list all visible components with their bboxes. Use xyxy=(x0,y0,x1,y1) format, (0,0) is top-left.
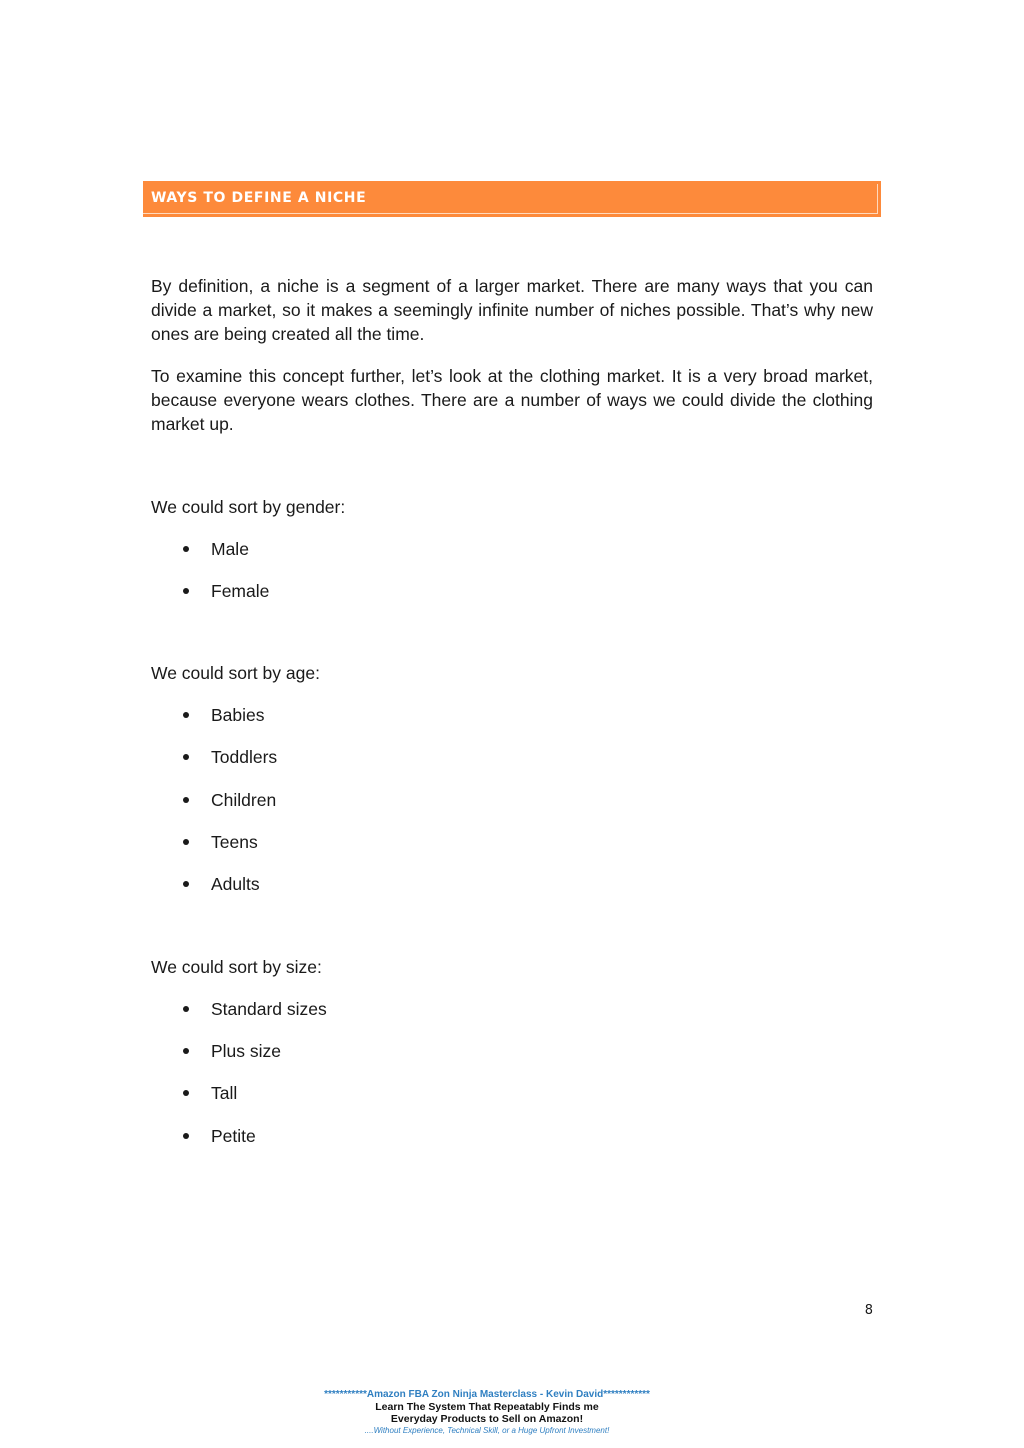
bullet-icon xyxy=(183,546,189,552)
list-item-text: Standard sizes xyxy=(211,999,327,1019)
bullet-icon xyxy=(183,1006,189,1012)
list-item-text: Female xyxy=(211,581,270,601)
bullet-icon xyxy=(183,881,189,887)
section-heading: WAYS TO DEFINE A NICHE xyxy=(151,190,367,206)
bullet-icon xyxy=(183,839,189,845)
list-lead-size: We could sort by size: xyxy=(151,957,322,977)
list-item-text: Tall xyxy=(211,1083,238,1103)
bullet-icon xyxy=(183,797,189,803)
list-item-text: Petite xyxy=(211,1126,256,1146)
list-item-text: Toddlers xyxy=(211,747,278,767)
bullet-icon xyxy=(183,588,189,594)
body-paragraph-1: By definition, a niche is a segment of a larger market. There are many ways that you can divide a market, so it makes a seemingly infinite number of niches possible. That’s why new ones are being created all the time. xyxy=(151,276,873,344)
list-item-text: Children xyxy=(211,790,277,810)
section-heading-bar xyxy=(143,181,881,217)
footer-tagline-2: Everyday Products to Sell on Amazon! xyxy=(390,1413,584,1425)
bullet-icon xyxy=(183,1048,189,1054)
list-item-text: Plus size xyxy=(211,1041,282,1061)
footer-tagline-1: Learn The System That Repeatably Finds me xyxy=(375,1401,599,1413)
bullet-icon xyxy=(183,1133,189,1139)
body-paragraph-2: To examine this concept further, let’s look at the clothing market. It is a very broad market, because everyone wears clothes. There are a number of ways we could divide the clothing market up. xyxy=(151,366,873,434)
bullet-icon xyxy=(183,754,189,760)
footer-banner xyxy=(262,1389,712,1437)
footer-title: ***********Amazon FBA Zon Ninja Masterclass - Kevin David************ xyxy=(324,1389,650,1400)
bullet-icon xyxy=(183,1090,189,1096)
bullet-icon xyxy=(183,712,189,718)
footer-subtext: ....Without Experience, Technical Skill, or a Huge Upfront Investment! xyxy=(364,1426,610,1435)
list-item-text: Adults xyxy=(211,874,260,894)
page-number: 8 xyxy=(864,1303,873,1318)
list-item-text: Babies xyxy=(211,705,265,725)
list-lead-age: We could sort by age: xyxy=(151,663,320,683)
list-item-text: Male xyxy=(211,539,249,559)
list-item-text: Teens xyxy=(211,832,258,852)
list-lead-gender: We could sort by gender: xyxy=(151,497,346,517)
